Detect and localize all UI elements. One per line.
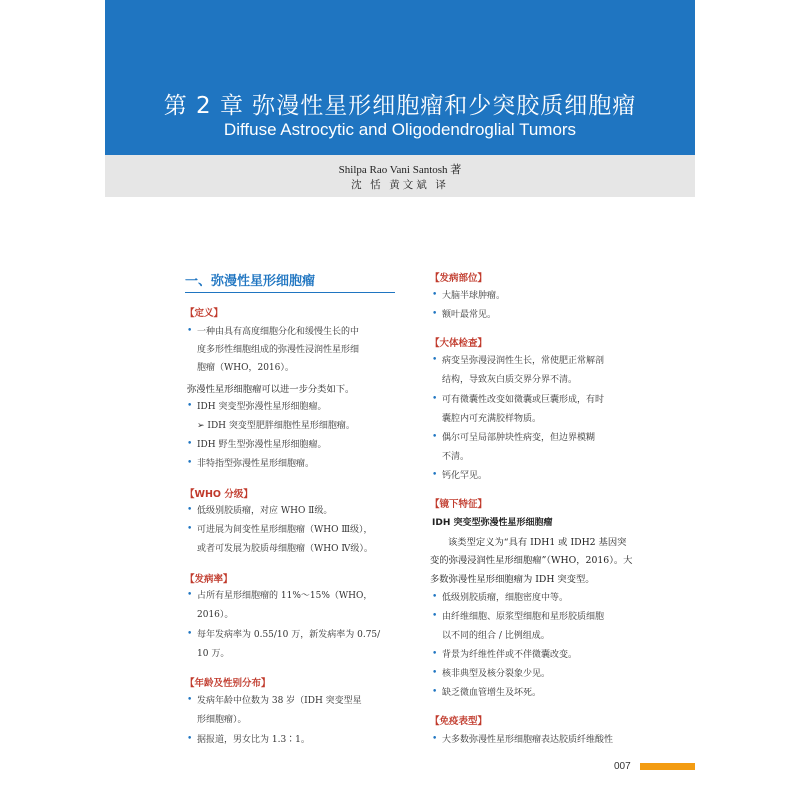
micro-item: 背景为纤维性伴或不伴微囊改变。 — [442, 650, 578, 660]
bullet-icon: • — [432, 432, 438, 442]
gross-line: 偶尔可呈局部肿块性病变，但边界模糊 — [442, 433, 596, 443]
bullet-icon: • — [187, 734, 193, 744]
gross-line: 不清。 — [442, 452, 470, 462]
micro-item: 缺乏微血管增生及坏死。 — [442, 688, 542, 698]
definition-item: 非特指型弥漫性星形细胞瘤。 — [197, 459, 315, 469]
bullet-icon: • — [432, 687, 438, 697]
site-item: 大脑半球肿瘤。 — [442, 291, 506, 301]
micro-item: 以不同的组合 / 比例组成。 — [442, 631, 550, 641]
page-number: 007 — [614, 761, 631, 772]
heading-who: 【WHO 分级】 — [185, 489, 253, 500]
bullet-icon: • — [432, 668, 438, 678]
who-line: 可进展为间变性星形细胞瘤（WHO Ⅲ级）， — [197, 525, 373, 535]
bullet-icon: • — [187, 326, 193, 336]
bullet-icon: • — [187, 524, 193, 534]
bullet-icon: • — [432, 290, 438, 300]
gross-line: 可有微囊性改变如微囊或巨囊形成，有时 — [442, 395, 605, 405]
heading-ihc: 【免疫表型】 — [430, 716, 488, 727]
gross-line: 钙化罕见。 — [442, 471, 488, 481]
bullet-icon: • — [187, 439, 193, 449]
bullet-icon: • — [432, 592, 438, 602]
heading-gross: 【大体检查】 — [430, 338, 488, 349]
incidence-line: 2016）。 — [197, 610, 234, 620]
bullet-icon: • — [187, 401, 193, 411]
micro-plain: 变的弥漫浸润性星形细胞瘤”（WHO，2016）。大 — [430, 555, 633, 566]
heading-age: 【年龄及性别分布】 — [185, 678, 271, 689]
definition-line: 一种由具有高度细胞分化和缓慢生长的中 — [197, 327, 360, 337]
bullet-icon: • — [187, 458, 193, 468]
chapter-banner — [105, 0, 695, 155]
site-item: 额叶最常见。 — [442, 310, 497, 320]
heading-micro: 【镜下特征】 — [430, 499, 488, 510]
definition-item: ➢ IDH 突变型肥胖细胞性星形细胞瘤。 — [197, 421, 355, 431]
heading-incidence: 【发病率】 — [185, 574, 233, 585]
translators: 沈 恬 黄文斌 译 — [351, 180, 449, 191]
bullet-icon: • — [432, 734, 438, 744]
authors: Shilpa Rao Vani Santosh 著 — [338, 164, 462, 176]
definition-line: 胞瘤（WHO，2016）。 — [197, 363, 294, 373]
heading-definition: 【定义】 — [185, 308, 224, 319]
micro-item: 由纤维细胞、原浆型细胞和星形胶质细胞 — [442, 612, 605, 622]
bullet-icon: • — [432, 309, 438, 319]
definition-item: IDH 野生型弥漫性星形细胞瘤。 — [197, 440, 327, 450]
bullet-icon: • — [432, 394, 438, 404]
bullet-icon: • — [432, 611, 438, 621]
page-accent-bar — [640, 763, 695, 770]
definition-line: 度多形性细胞组成的弥漫性浸润性星形细 — [197, 345, 360, 355]
age-line: 发病年龄中位数为 38 岁（IDH 突变型星 — [197, 696, 362, 706]
bullet-icon: • — [432, 649, 438, 659]
chapter-title-en: Diffuse Astrocytic and Oligodendroglial Tumors — [223, 120, 577, 139]
age-line: 据报道，男女比为 1.3∶1。 — [197, 735, 310, 745]
bullet-icon: • — [187, 695, 193, 705]
gross-line: 病变呈弥漫浸润性生长，常使肥正常解剖 — [442, 356, 605, 366]
who-line: 或者可发展为胶质母细胞瘤（WHO Ⅳ级）。 — [197, 544, 373, 554]
age-line: 形细胞瘤）。 — [197, 715, 247, 725]
micro-plain: 多数弥漫性星形细胞瘤为 IDH 突变型。 — [430, 574, 595, 585]
heading-site: 【发病部位】 — [430, 273, 488, 284]
bullet-icon: • — [432, 355, 438, 365]
ihc-item: 大多数弥漫性星形细胞瘤表达胶质纤维酸性 — [442, 735, 614, 745]
gross-line: 囊腔内可充满胶样物质。 — [442, 414, 542, 424]
section-rule — [185, 292, 395, 293]
micro-item: 低级别胶质瘤，细胞密度中等。 — [442, 593, 569, 603]
bullet-icon: • — [187, 505, 193, 515]
bullet-icon: • — [187, 629, 193, 639]
who-line: 低级别胶质瘤，对应 WHO Ⅱ级。 — [197, 506, 333, 516]
incidence-line: 10 万。 — [197, 649, 230, 659]
bullet-icon: • — [187, 590, 193, 600]
chapter-title-zh: 第 2 章 弥漫性星形细胞瘤和少突胶质细胞瘤 — [163, 93, 637, 119]
section-title: 一、弥漫性星形细胞瘤 — [185, 274, 316, 289]
micro-subhead: IDH 突变型弥漫性星形细胞瘤 — [432, 518, 553, 528]
incidence-line: 占所有星形细胞瘤的 11%～15%（WHO， — [197, 591, 373, 601]
gross-line: 结构，导致灰白质交界分界不清。 — [442, 375, 578, 385]
bullet-icon: • — [432, 470, 438, 480]
definition-plain: 弥漫性星形细胞瘤可以进一步分类如下。 — [187, 384, 355, 395]
micro-plain: 该类型定义为“具有 IDH1 或 IDH2 基因突 — [448, 537, 627, 548]
incidence-line: 每年发病率为 0.55/10 万，新发病率为 0.75/ — [197, 630, 381, 640]
author-band — [105, 155, 695, 197]
micro-item: 核非典型及核分裂象少见。 — [442, 669, 551, 679]
definition-item: IDH 突变型弥漫性星形细胞瘤。 — [197, 402, 327, 412]
